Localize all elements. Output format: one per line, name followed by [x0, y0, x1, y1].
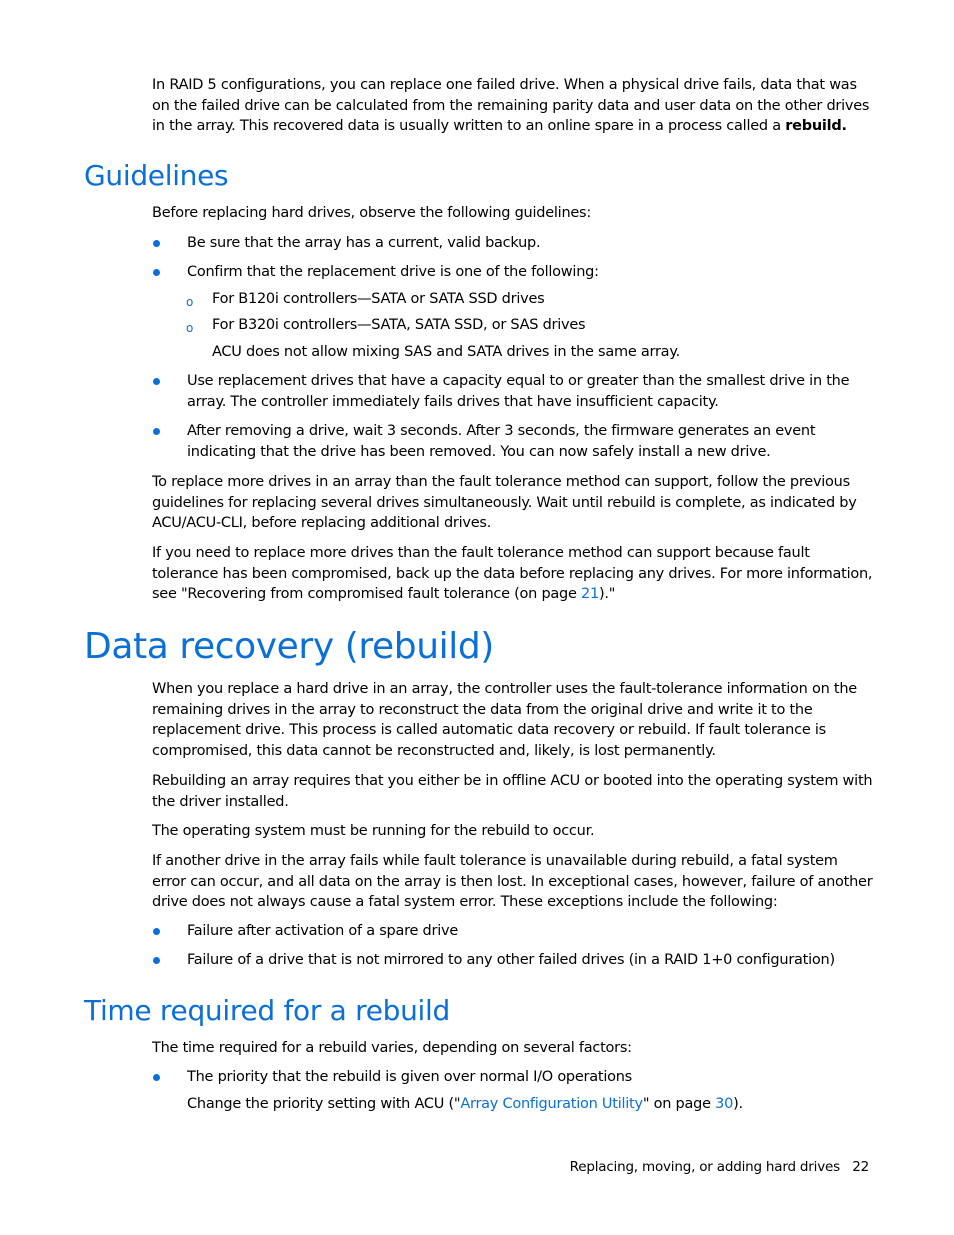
- bullet-icon: [153, 240, 160, 247]
- guidelines-heading: Guidelines: [84, 159, 229, 192]
- list-item-text: Be sure that the array has a current, valid backup.: [187, 235, 541, 251]
- reference-text-end: ).": [599, 586, 616, 602]
- guidelines-paragraph: To replace more drives in an array than the fault tolerance method can support, follow the previous guidelines for replacing several drives simultaneously. Wait until rebuild is complete, as indicated by ACU/ACU-CLI, before replacing additional drives.: [152, 474, 857, 531]
- bullet-icon: [153, 378, 160, 385]
- acu-link[interactable]: Array Configuration Utility: [460, 1096, 643, 1112]
- list-item-text: Use replacement drives that have a capacity equal to or greater than the smallest drive in the array. The controller immediately fails drives that have insufficient capacity.: [187, 373, 850, 410]
- sub-list-item-text: For B320i controllers—SATA, SATA SSD, or SAS drives: [212, 317, 586, 333]
- page-footer: [570, 1158, 869, 1176]
- guidelines-lead: Before replacing hard drives, observe the following guidelines:: [152, 205, 591, 221]
- data-recovery-paragraph: If another drive in the array fails while fault tolerance is unavailable during rebuild, a fatal system error can occur, and all data on the array is then lost. In exceptional cases, however, failure of another drive does not always cause a fatal system error. These exceptions include the following:: [152, 853, 873, 910]
- data-recovery-paragraph: When you replace a hard drive in an array, the controller uses the fault-tolerance information on the remaining drives in the array to reconstruct the data from the original drive and write it to the replacement drive. This process is called automatic data recovery or rebuild. If fault tolerance is compromised, this data cannot be reconstructed and, likely, is lost permanently.: [152, 681, 857, 759]
- list-item-text: Failure of a drive that is not mirrored to any other failed drives (in a RAID 1+0 configuration): [187, 952, 835, 968]
- bullet-icon: [153, 957, 160, 964]
- circle-bullet-icon: o: [186, 321, 194, 335]
- time-required-lead: The time required for a rebuild varies, depending on several factors:: [152, 1040, 632, 1056]
- intro-text: In RAID 5 configurations, you can replace one failed drive. When a physical drive fails, data that was on the failed drive can be calculated from the remaining parity data and user data on the other drives in the array. This recovered data is usually written to an online spare in a process called a: [152, 77, 870, 134]
- intro-paragraph: [152, 75, 874, 137]
- note-text-end: ).: [733, 1096, 743, 1112]
- data-recovery-heading: Data recovery (rebuild): [84, 626, 494, 667]
- bullet-icon: [153, 928, 160, 935]
- data-recovery-paragraph: Rebuilding an array requires that you either be in offline ACU or booted into the operating system with the driver installed.: [152, 773, 873, 810]
- time-required-heading: Time required for a rebuild: [84, 994, 450, 1027]
- page-link[interactable]: 21: [581, 586, 599, 602]
- sub-list-note: ACU does not allow mixing SAS and SATA drives in the same array.: [212, 344, 680, 360]
- reference-text: If you need to replace more drives than the fault tolerance method can support because fault tolerance has been compromised, back up the data before replacing any drives. For more information, see "Recovering from compromised fault tolerance (on page: [152, 545, 873, 602]
- guidelines-paragraph-ref: [152, 543, 874, 605]
- circle-bullet-icon: o: [186, 295, 194, 309]
- list-item-text: After removing a drive, wait 3 seconds. After 3 seconds, the firmware generates an event indicating that the drive has been removed. You can now safely install a new drive.: [187, 423, 816, 460]
- intro-bold-term: rebuild.: [785, 118, 847, 134]
- page-link[interactable]: 30: [715, 1096, 734, 1112]
- data-recovery-paragraph: The operating system must be running for the rebuild to occur.: [152, 823, 595, 839]
- sub-list-item-text: For B120i controllers—SATA or SATA SSD drives: [212, 291, 545, 307]
- list-item-text: Confirm that the replacement drive is one of the following:: [187, 264, 599, 280]
- footer-section-title: Replacing, moving, or adding hard drives: [569, 1159, 840, 1175]
- footer-page-number: 22: [852, 1159, 869, 1175]
- list-item-text: The priority that the rebuild is given over normal I/O operations: [187, 1069, 632, 1085]
- note-text-mid: " on page: [642, 1096, 716, 1112]
- bullet-icon: [153, 428, 160, 435]
- bullet-icon: [153, 269, 160, 276]
- time-required-note: [187, 1094, 874, 1115]
- list-item-text: Failure after activation of a spare drive: [187, 923, 458, 939]
- note-text: Change the priority setting with ACU (": [187, 1096, 461, 1112]
- bullet-icon: [153, 1074, 160, 1081]
